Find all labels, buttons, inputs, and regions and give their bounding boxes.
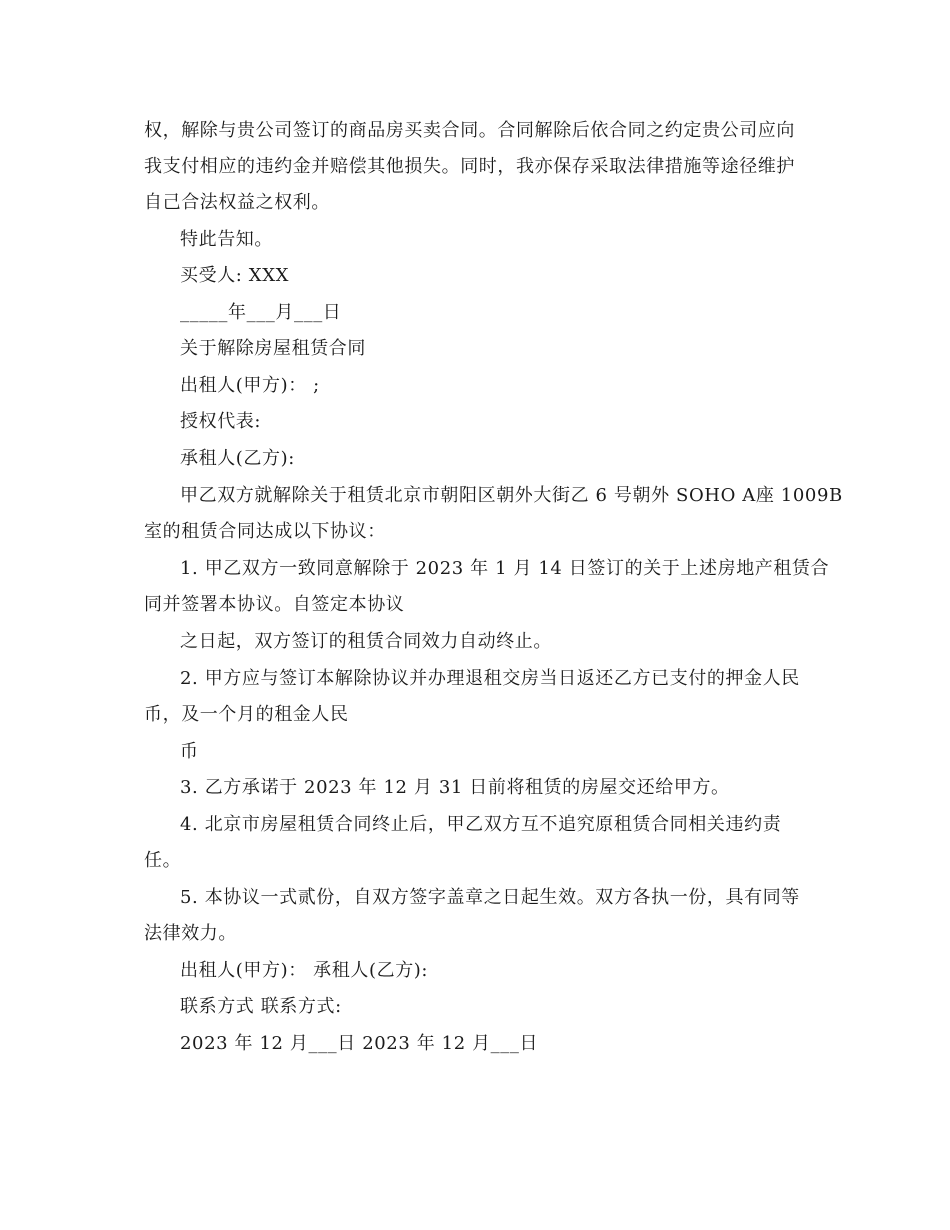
paragraph-line: 甲乙双方就解除关于租赁北京市朝阳区朝外大街乙 6 号朝外 SOHO A座 1009B <box>180 485 843 506</box>
clause-2-line: 币，及一个月的租金人民 <box>144 704 349 725</box>
lessor-line: 出租人(甲方)： ; <box>180 375 320 396</box>
signature-parties-line: 出租人(甲方)： 承租人(乙方): <box>180 960 429 981</box>
clause-4-line: 任。 <box>144 850 182 871</box>
clause-5-line: 5. 本协议一式贰份，自双方签字盖章之日起生效。双方各执一份，具有同等 <box>180 887 800 908</box>
notice-line: 特此告知。 <box>180 229 273 250</box>
lessee-line: 承租人(乙方): <box>180 448 295 469</box>
clause-1-line: 1. 甲乙双方一致同意解除于 2023 年 1 月 14 日签订的关于上述房地产租赁合 <box>180 558 830 579</box>
date-line: _____年___月___日 <box>180 302 342 323</box>
signature-date-line: 2023 年 12 月___日 2023 年 12 月___日 <box>180 1033 539 1054</box>
clause-1-line: 之日起，双方签订的租赁合同效力自动终止。 <box>180 631 552 652</box>
representative-line: 授权代表: <box>180 411 262 432</box>
section-title: 关于解除房屋租赁合同 <box>180 338 366 359</box>
clause-2-line: 币 <box>180 741 199 762</box>
clause-1-line: 同并签署本协议。自签定本协议 <box>144 594 405 615</box>
clause-4-line: 4. 北京市房屋租赁合同终止后，甲乙双方互不追究原租赁合同相关违约责 <box>180 814 782 835</box>
paragraph-line: 室的租赁合同达成以下协议： <box>144 521 386 542</box>
buyer-line: 买受人: XXX <box>180 265 290 286</box>
paragraph-line: 自己合法权益之权利。 <box>144 192 330 213</box>
clause-3-line: 3. 乙方承诺于 2023 年 12 月 31 日前将租赁的房屋交还给甲方。 <box>180 777 730 798</box>
contact-line: 联系方式 联系方式: <box>180 996 342 1017</box>
clause-5-line: 法律效力。 <box>144 923 237 944</box>
clause-2-line: 2. 甲方应与签订本解除协议并办理退租交房当日返还乙方已支付的押金人民 <box>180 668 800 689</box>
paragraph-line: 权，解除与贵公司签订的商品房买卖合同。合同解除后依合同之约定贵公司应向 <box>144 120 795 141</box>
paragraph-line: 我支付相应的违约金并赔偿其他损失。同时，我亦保存采取法律措施等途径维护 <box>144 156 795 177</box>
